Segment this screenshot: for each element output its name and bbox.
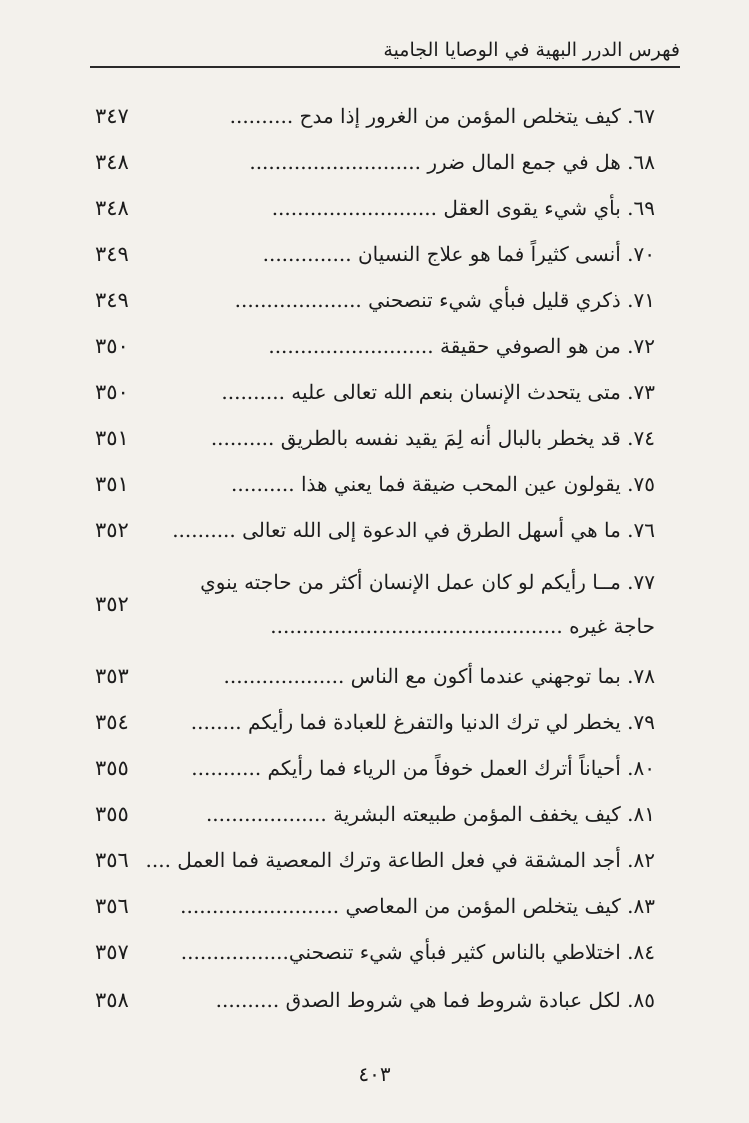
toc-entry [95,884,685,928]
toc-entry-title: ٨١. كيف يخفف المؤمن طبيعته البشرية ................... [205,802,655,826]
toc-entry-title: ٨٢. أجد المشقة في فعل الطاعة وترك المعصية فما العمل .... [145,848,655,872]
toc-entry-page: ٣٥٥ [95,802,129,826]
toc-entry-page: ٣٥٤ [95,710,129,734]
toc-entry-page: ٣٥٢ [95,518,129,542]
toc-entry-title: ٨٥. لكل عبادة شروط فما هي شروط الصدق .......... [215,988,655,1012]
toc-entry-title: ٨٣. كيف يتخلص المؤمن من المعاصي ......................... [180,894,655,918]
toc-entry-page: ٣٥٢ [95,592,129,616]
toc-entry [95,930,685,974]
toc-entry [95,746,685,790]
toc-entry-page: ٣٤٧ [95,104,129,128]
toc-entry-title: ٧١. ذكري قليل فبأي شيء تنصحني .................... [234,288,655,312]
toc-entry-page: ٣٥٠ [95,380,129,404]
toc-entry-title: ٧٥. يقولون عين المحب ضيقة فما يعني هذا .......... [231,472,655,496]
toc-entry-page: ٣٥٨ [95,988,129,1012]
toc-entry [95,94,685,138]
toc-entry-page: ٣٥٦ [95,848,129,872]
toc-entry-title: ٦٧. كيف يتخلص المؤمن من الغرور إذا مدح .......... [229,104,655,128]
toc-entry [95,838,685,882]
toc-entry-page: ٣٤٩ [95,242,129,266]
toc-entry-title: ٧٦. ما هي أسهل الطرق في الدعوة إلى الله تعالى .......... [172,518,655,542]
toc-entry [95,232,685,276]
toc-entry [95,792,685,836]
toc-entry-title: ٨٤. اختلاطي بالناس كثير فبأي شيء تنصحني................. [180,940,655,964]
toc-entry-title: ٧٤. قد يخطر بالبال أنه لِمَ يقيد نفسه بالطريق .......... [210,426,655,450]
toc-entry-title: ٧٨. بما توجهني عندما أكون مع الناس ................... [223,664,655,688]
toc-entry [95,462,685,506]
toc-entry [95,654,685,698]
toc-entry-title: ٧٠. أنسى كثيراً فما هو علاج النسيان .............. [262,242,655,266]
toc-entry [95,140,685,184]
toc-entry-title: ٧٣. متى يتحدث الإنسان بنعم الله تعالى عليه .......... [221,380,655,404]
toc-entry-page: ٣٤٩ [95,288,129,312]
toc-entry-title: ٨٠. أحياناً أترك العمل خوفاً من الرياء فما رأيكم ........... [191,756,655,780]
toc-entry-title: ٦٩. بأي شيء يقوى العقل .......................... [271,196,655,220]
toc-entry [95,416,685,460]
toc-entry [95,324,685,368]
toc-entry-page: ٣٥٥ [95,756,129,780]
toc-entry-title: ٧٧. مــا رأيكم لو كان عمل الإنسان أكثر من حاجته ينوي [200,570,655,594]
toc-entry-page: ٣٥٦ [95,894,129,918]
toc-entry-page: ٣٤٨ [95,196,129,220]
toc-entry-title: ٧٩. يخطر لي ترك الدنيا والتفرغ للعبادة فما رأيكم ........ [190,710,655,734]
toc-entry-page: ٣٥١ [95,472,129,496]
toc-entry [95,978,685,1022]
toc-entry-title-continued: حاجة غيره .............................................. [270,614,655,638]
toc-entry-page: ٣٥٧ [95,940,129,964]
toc-entry-page: ٣٥٠ [95,334,129,358]
toc-entry-page: ٣٥٣ [95,664,129,688]
toc-entry [95,700,685,744]
toc-entry [95,560,685,648]
toc-entry-page: ٣٤٨ [95,150,129,174]
page-number: ٤٠٣ [358,1062,391,1086]
header-title: فهرس الدرر البهية في الوصايا الجامية [383,39,680,61]
toc-entry-title: ٧٢. من هو الصوفي حقيقة .......................... [268,334,655,358]
toc-entry-page: ٣٥١ [95,426,129,450]
toc-entry [95,370,685,414]
toc-entry [95,278,685,322]
toc-entry [95,508,685,552]
toc-entry-title: ٦٨. هل في جمع المال ضرر ........................... [249,150,655,174]
toc-entry [95,186,685,230]
